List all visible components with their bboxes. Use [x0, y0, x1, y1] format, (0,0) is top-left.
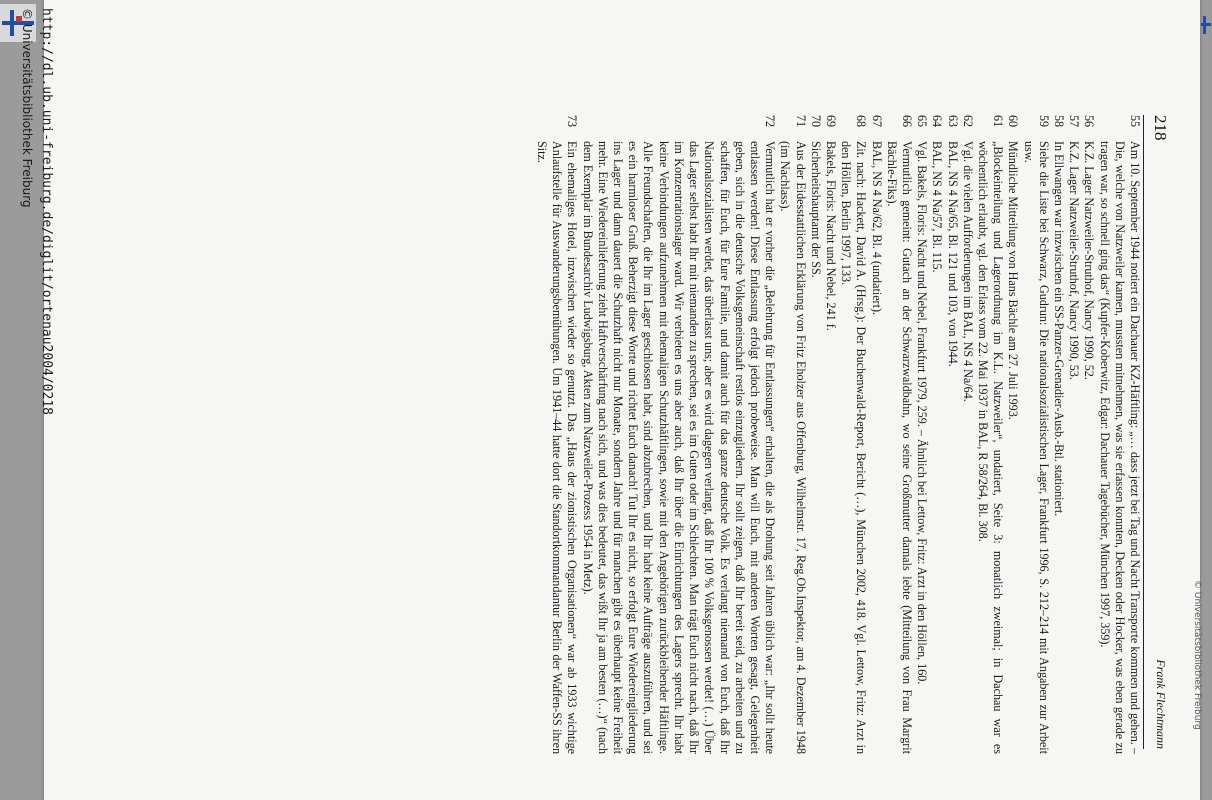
footnote-number: 60 — [1006, 115, 1021, 128]
footnote-text: BAL, NS 4 Na/57, Bl. 115. — [930, 141, 945, 273]
footnote-text: Zit. nach: Hackett, David A. (Hrsg.): Der Buchenwald-Report, Bericht (…), München 2002, 418. Vgl. Lettow, Fritz: Arzt in den Höllen, Berlin 1997, 133. — [839, 141, 869, 754]
footnote-number: 59 — [1036, 115, 1051, 128]
footnote-text: Sicherheitshauptamt der SS. — [808, 141, 823, 278]
footnote — [929, 115, 944, 754]
ub-freiburg-logo-mark-icon — [1201, 14, 1211, 38]
footnote — [960, 115, 975, 754]
footnote — [884, 115, 914, 754]
footnote-text: Siehe die Liste bei Schwarz, Gudrun: Die nationalsozialistischen Lager, Frankfurt 1996, S. 212–214 mit Angaben zur Arbeit usw. — [1021, 141, 1051, 754]
footnote-text: BAL, NS 4 Na/62, Bl. 4 (undatiert). — [869, 141, 884, 315]
footnote-text: BAL, NS 4 Na/65, Bl. 121 und 103, von 1944. — [945, 141, 960, 367]
footnote — [808, 115, 823, 754]
page-header — [1143, 115, 1170, 749]
footnote — [975, 115, 1005, 754]
footnote-text: K.Z. Lager Natzweiler-Struthof, Nancy 1990, 53. — [1067, 141, 1082, 380]
page-number: 218 — [1151, 115, 1170, 141]
document-page — [44, 0, 1200, 800]
footnote-text: Vermutlich hat er vorher die „Belehrung für Entlassungen“ erhalten, die als Drohung seit Jahren üblich war: „Ihr sollt heute entlassen werden! Diese Entlassung erfolgt jedoch probeweise. Man will Euch, mit anderen Worten gesagt, Gelegenheit geben, sich in die deutsche Volksgemeinschaft restlos einzugliedern. Ihr sollt zeigen, daß Ihr bereit seid, zu arbeiten und zu schaffen, für Euch, für Eure Familie, und damit auch für das ganze deutsche Volk. Es verlangt niemand von Euch, daß Ihr Nationalsozialisten werdet, das überlasst uns; aber es wird dagegen verlangt, daß Ihr 100 % Volksgenossen werdet! (…) Über das Lager selbst habt Ihr mit niemanden zu sprechen, sei es im Guten oder im Schlechten. Man trägt Euch nicht nach, daß Ihr im Konzentrationslager ward. Wir verbieten es uns aber auch, daß Ihr über die Einrichtungen des Lagers sprecht. Ihr habt keine Verbindungen aufzunehmen mit ehemaligen Schutzhäftlingen, sowie mit den Angehörigen zurückbleibender Häftlinge. Alle Freundschaften, die Ihr im Lager geschlossen habt, sind abzubrechen, und Ihr habt keine Aufträge auszuführen, und sei es ein harmloser Gruß. Beherzigt diese Worte und richtet Euch danach! Tut Ihr es nicht, so erfolgt Eure Wiedereingliederung ins Lager und dann dauert die Schutzhaft nicht nur Monate, sondern Jahre und für manchen gibt es überhaupt keine Freiheit mehr. Eine Wiedereinlieferung zieht Haftverschärfung nach sich, und was dies bedeutet, das wißt Ihr ja am besten (…)“ (nach dem Exemplar im Bundesarchiv Ludwigsburg, Akten zum Natzweiler-Prozess 1954 in Metz). — [580, 141, 778, 754]
footnote-number: 68 — [854, 115, 869, 128]
footnote-text: „Blockeinteilung und Lagerordnung im K.L. Natzweiler“, undatiert, Seite 3: monatlich zweimal; in Dachau war es wöchentlich erlaubt, vgl. den Erlass vom 22. Mai 1937 in BAL, R 58/264, Bl. 308. — [975, 141, 1006, 754]
footnote-number: 65 — [915, 115, 930, 128]
footnote-text: Vermutlich gemeint: Gutach an der Schwarzwaldbahn, wo seine Großmutter damals lebte (Mitteilung von Frau Margrit Bächle-Fiks). — [884, 141, 914, 754]
footnote-number: 71 — [793, 115, 808, 128]
citation-strip — [14, 8, 54, 800]
citation-copyright: © Universitätsbibliothek Freiburg — [20, 8, 34, 208]
footnote — [534, 115, 580, 754]
footnotes-list — [534, 115, 1142, 754]
footnote — [914, 115, 929, 754]
footnote-number: 72 — [763, 115, 778, 128]
footnote-number: 62 — [960, 115, 975, 128]
rotated-page-content — [44, 0, 1200, 800]
footnote-text: Ein ehemaliges Hotel, inzwischen wieder so genutzt. Das „Haus der zionistischen Organisationen“ war ab 1933 wichtige Anlaufstelle für Auswanderungsbemühungen. Um 1941–44 hatte dort die Standortkommandantur Berlin der Waffen-SS ihren Sitz. — [535, 141, 580, 754]
footnote — [944, 115, 959, 754]
footnote-number: 58 — [1051, 115, 1066, 128]
footnote-text: Vgl. Bakels, Floris: Nacht und Nebel, Frankfurt 1979, 259. – Ähnlich bei Lettow, Fritz: Arzt in den Höllen, 160. — [915, 141, 930, 685]
footnote-text: Vgl. die vielen Aufforderungen im BAL, NS 4 Na/64. — [960, 141, 975, 402]
footnote-number: 69 — [823, 115, 838, 128]
footnote — [777, 115, 807, 754]
footnote-number: 61 — [991, 115, 1006, 128]
footnote-number: 70 — [808, 115, 823, 128]
footnote-number: 66 — [899, 115, 914, 128]
footnote-number: 57 — [1067, 115, 1082, 128]
footnote — [868, 115, 883, 754]
footnote-number: 64 — [930, 115, 945, 128]
footnote-number: 67 — [869, 115, 884, 128]
footnote — [1096, 115, 1142, 754]
footnote — [1005, 115, 1020, 754]
footnote-text: K.Z. Lager Natzweiler-Struthof, Nancy 1990, 52. — [1082, 141, 1097, 380]
footnote-text: Bakels, Floris: Nacht und Nebel, 241 f. — [823, 141, 838, 331]
footnote — [1066, 115, 1081, 754]
running-head: Frank Flechtmann — [1154, 659, 1168, 749]
footnote-text: Aus der Eidesstattlichen Erklärung von Fritz Eholzer aus Offenburg, Wilhelmstr. 17, Reg.Ob.Inspektor, am 4. Dezember 1948 (im Nachlass). — [778, 141, 808, 754]
footnote-number: 73 — [565, 115, 580, 128]
footnote — [579, 115, 777, 754]
footnote — [1020, 115, 1050, 754]
footnote-text: In Ellwangen war inzwischen ein SS-Panzer-Grenadier-Ausb.-Btl. stationiert. — [1051, 141, 1066, 517]
footnote-number: 63 — [945, 115, 960, 128]
footnote — [1081, 115, 1096, 754]
footnote-text: Am 10. September 1944 notiert ein Dachauer KZ-Häftling: „… dass jetzt bei Tag und Nacht Transporte kommen und gehen. – Die, welche von Natzweiler kamen, mussten mitnehmen, was sie erfassen konnten, Decken oder Hocker, was eben gerade zu tragen war, so schnell ging das“ (Kupfer-Koberwitz, Edgar: Dachauer Tagebücher, München 1997, 359). — [1097, 141, 1142, 754]
footnote-number: 55 — [1128, 115, 1142, 128]
footnote — [838, 115, 868, 754]
citation-url[interactable]: http://dl.ub.uni-freiburg.de/diglit/ortenau2004/0218 — [39, 8, 54, 415]
footnote — [1051, 115, 1066, 754]
cropped-copyright-strip: © Universitätsbibliothek Freiburg — [1192, 580, 1202, 730]
footnote-number: 56 — [1082, 115, 1097, 128]
footnote-text: Mündliche Mitteilung von Hans Bächle am 27. Juli 1993. — [1006, 141, 1021, 420]
footnote — [823, 115, 838, 754]
